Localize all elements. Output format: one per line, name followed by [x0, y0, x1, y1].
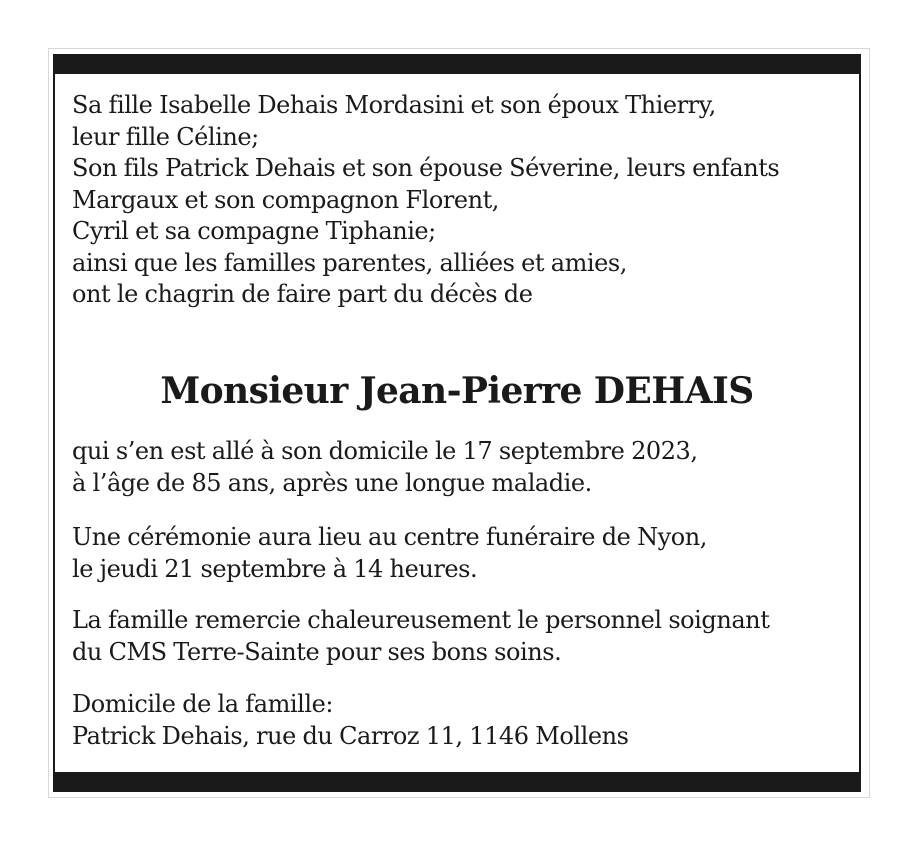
top-black-bar: [55, 56, 859, 74]
family-line: Sa fille Isabelle Dehais Mordasini et son époux Thierry,: [72, 91, 716, 119]
obituary-notice: [53, 54, 861, 792]
deceased-name-heading: Monsieur Jean-Pierre DEHAIS: [160, 370, 754, 412]
address-line: Patrick Dehais, rue du Carroz 11, 1146 Mollens: [72, 721, 629, 750]
family-line: leur fille Céline;: [72, 122, 259, 151]
thanks-line: La famille remercie chaleureusement le personnel soignant: [72, 606, 770, 634]
death-paragraph: [72, 436, 852, 499]
family-line: Cyril et sa compagne Tiphanie;: [72, 217, 436, 245]
family-line: Son fils Patrick Dehais et son épouse Séverine, leurs enfants: [72, 154, 780, 182]
address-line: Domicile de la famille:: [72, 690, 333, 718]
family-paragraph: [72, 90, 852, 311]
ceremony-line: le jeudi 21 septembre à 14 heures.: [72, 554, 478, 583]
family-line: Margaux et son compagnon Florent,: [72, 185, 499, 214]
ceremony-paragraph: [72, 522, 852, 585]
address-paragraph: [72, 689, 852, 752]
family-line: ont le chagrin de faire part du décès de: [72, 280, 533, 308]
bottom-black-bar: [55, 772, 859, 790]
thanks-line: du CMS Terre-Sainte pour ses bons soins.: [72, 637, 562, 666]
death-line: à l’âge de 85 ans, après une longue maladie.: [72, 468, 592, 497]
ceremony-line: Une cérémonie aura lieu au centre funéraire de Nyon,: [72, 523, 707, 551]
death-line: qui s’en est allé à son domicile le 17 septembre 2023,: [72, 437, 698, 465]
family-line: ainsi que les familles parentes, alliées et amies,: [72, 248, 627, 277]
thanks-paragraph: [72, 605, 852, 668]
